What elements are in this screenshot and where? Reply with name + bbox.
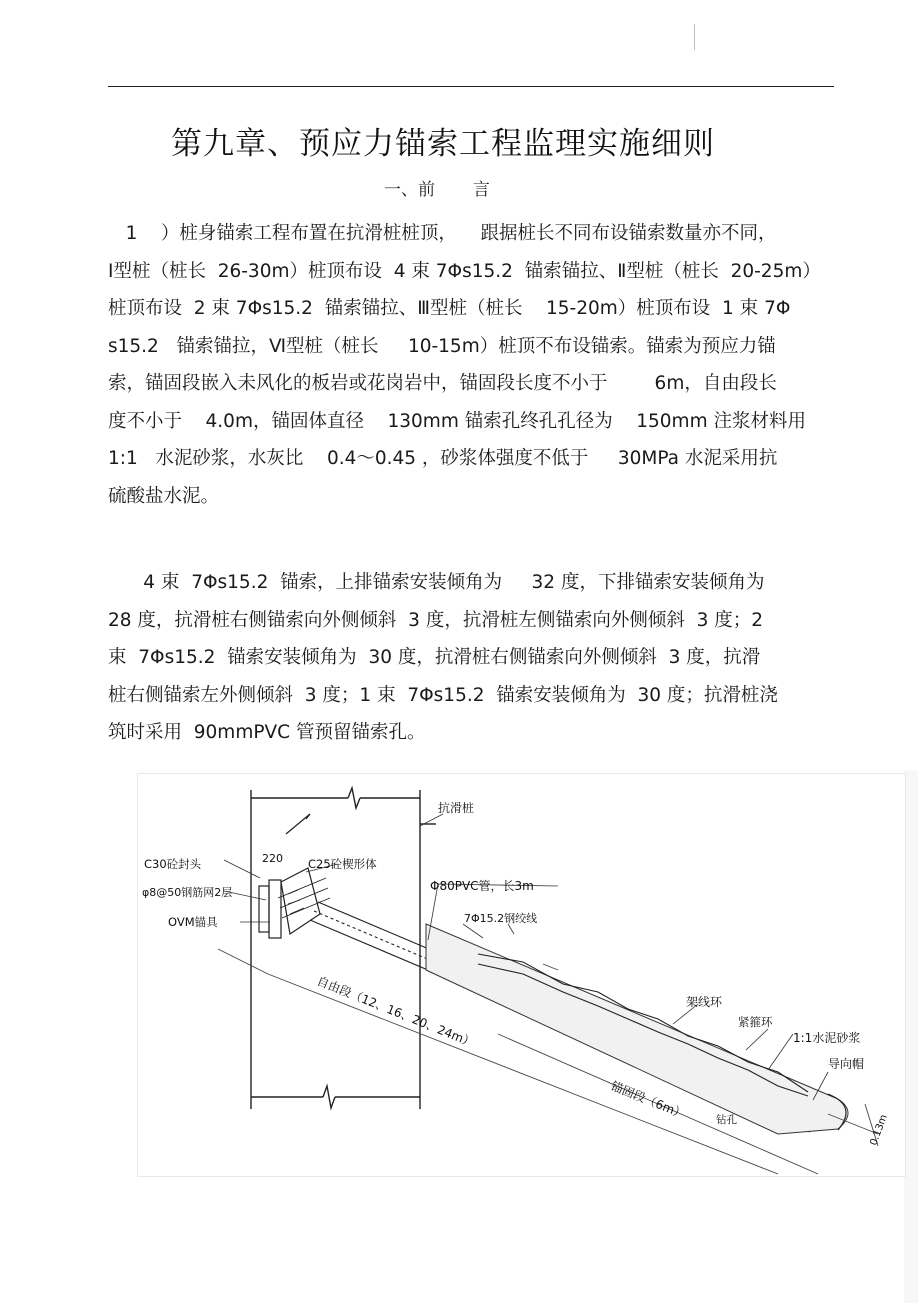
label-strand: 7Φ15.2钢绞线 [464,912,538,925]
page-corner-mark [694,24,695,50]
label-grout: 1:1水泥砂浆 [793,1031,861,1045]
text-line: 筑时采用 90mmPVC 管预留锚索孔。 [108,722,426,743]
text-line: 桩顶布设 2 束 7Φs15.2 锚索锚拉、Ⅲ型桩（桩长 15-20m）桩顶布设 1 束 7Φ [108,298,791,319]
label-drill-hole: 钻孔 [716,1114,737,1126]
label-guide-cap: 导向帽 [828,1057,865,1071]
label-c30-head: C30砼封头 [144,857,202,871]
label-spreader-ring: 架线环 [686,995,723,1009]
paragraph-2 [108,564,834,752]
text-line: 28 度，抗滑桩右侧锚索向外侧倾斜 3 度，抗滑桩左侧锚索向外侧倾斜 3 度；2 [108,609,764,631]
text-line: s15.2 锚索锚拉，Ⅵ型桩（桩长 10-15m）桩顶不布设锚索。锚索为预应力锚 [108,335,776,357]
text-line: 桩右侧锚索左外侧倾斜 3 度；1 束 7Φs15.2 锚索安装倾角为 30 度；抗滑桩浇 [108,684,778,706]
paragraph-1 [108,215,834,515]
label-free-section: 自由段（12、16、20、24m） [314,973,477,1051]
label-dim-013: 0.13m [868,1113,890,1148]
label-dim-220: 220 [262,852,283,865]
pile-outline [251,788,436,1109]
page-edge-shadow [904,770,918,1303]
label-tight-ring: 紧箍环 [738,1015,773,1029]
label-c25-block: C25砼楔形体 [308,857,377,871]
text-line: 硫酸盐水泥。 [108,485,220,507]
page-title: 第九章、预应力锚索工程监理实施细则 [171,126,715,162]
text-line: 1 ）桩身锚索工程布置在抗滑桩桩顶， 跟据桩长不同布设锚索数量亦不同， [108,223,777,244]
label-pile: 抗滑桩 [438,801,475,815]
text-line: 束 7Φs15.2 锚索安装倾角为 30 度，抗滑桩右侧锚索向外侧倾斜 3 度，抗滑 [108,647,761,668]
label-anchor-section: 锚固段（6m） [608,1078,688,1122]
text-line: 度不小于 4.0m，锚固体直径 130mm 锚索孔终孔孔径为 150mm 注浆材料用 [108,410,806,432]
anchor-head [259,814,330,938]
text-line: 4 束 7Φs15.2 锚索，上排锚索安装倾角为 32 度，下排锚索安装倾角为 [108,572,765,593]
text-line: 1:1 水泥砂浆，水灰比 0.4～0.45 ，砂浆体强度不低于 30MPa 水泥采用抗 [108,448,778,469]
section-heading: 一、前 言 [384,180,490,200]
label-mesh: φ8@50钢筋网2层 [142,886,233,899]
header-rule [108,86,834,87]
label-ovm: OVM锚具 [168,915,218,929]
label-pvc-pipe: Φ80PVC管，长3m [430,879,534,893]
text-line: Ⅰ型桩（桩长 26-30m）桩顶布设 4 束 7Φs15.2 锚索锚拉、Ⅱ型桩（桩长 20-25m） [108,260,821,282]
anchor-cable-diagram [137,773,906,1177]
dimension-lines [218,924,878,1174]
text-line: 索，锚固段嵌入未风化的板岩或花岗岩中，锚固段长度不小于 6m，自由段长 [108,373,777,394]
